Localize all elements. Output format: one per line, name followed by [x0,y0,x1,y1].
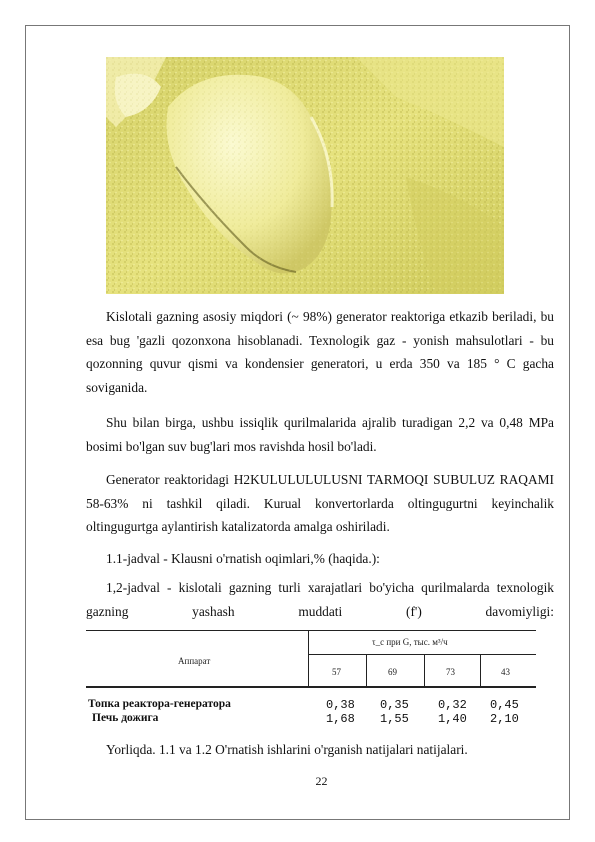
table-cell: 0,45 [490,698,519,712]
table-col-43: 43 [501,667,510,677]
residence-time-table [86,630,536,728]
table-caption-1-2: 1,2-jadval - kislotali gazning turli xarajatlari bo'yicha qurilmalarda texnologik gazning yashash muddati (f') davomiyligi: [86,580,554,619]
table-col-57: 57 [332,667,341,677]
table-row-label: Топка реактора-генератора [88,698,231,710]
table-col-rule-2 [424,654,425,686]
table-header-apparatus: Аппарат [178,656,211,666]
paragraph-results: Yorliqda. 1.1 va 1.2 O'rnatish ishlarini o'rganish natijalari natijalari. [106,742,468,757]
table-cell: 0,38 [326,698,355,712]
table-vertical-rule [308,630,309,686]
table-header-bottom-rule [86,686,536,688]
table-top-rule [86,630,536,631]
table-cell: 1,55 [380,712,409,726]
table-cell: 0,32 [438,698,467,712]
table-cell: 0,35 [380,698,409,712]
table-col-rule-3 [480,654,481,686]
table-cell: 1,68 [326,712,355,726]
table-row-label: Печь дожига [92,712,159,724]
table-caption-1-1: 1.1-jadval - Klausni o'rnatish oqimlari,% (haqida.): [106,551,380,566]
table-col-rule-1 [366,654,367,686]
table-header-rule [308,654,536,655]
paragraph-reactor-conversion: Generator reaktoridagi H2KULULULULUSNI TARMOQI SUBULUZ RAQAMI 58-63% ni tashkil qiladi. Kurual konvertorlarda oltingugurtni keyinchalik oltingugurtga aylantirish katalizatorda amalga oshiriladi. [86,472,554,535]
paragraph-gas-distribution: Kislotali gazning asosiy miqdori (~ 98%) generator reaktoriga etkazib beriladi, bu esa bug 'gazli qozonxona hisoblanadi. Texnologik gaz - yonish mahsulotlari - bu qozonning quvur qismi va kondensier generatori, u erda 350 va 185 ° C gacha soviganida. [86,309,554,395]
table-cell: 2,10 [490,712,519,726]
table-col-69: 69 [388,667,397,677]
table-col-73: 73 [446,667,455,677]
paragraph-steam-pressure: Shu bilan birga, ushbu issiqlik qurilmalarida ajralib turadigan 2,2 va 0,48 MPa bosimi bo'lgan suv bug'lari mos ravishda hosil bo'ladi. [86,415,554,454]
page-number: 22 [315,774,328,788]
table-header-flow: τ_c при G, тыс. м³/ч [372,637,448,647]
table-cell: 1,40 [438,712,467,726]
sulfur-photo-drawing [106,57,504,294]
sulfur-deposit-photo [106,57,504,294]
